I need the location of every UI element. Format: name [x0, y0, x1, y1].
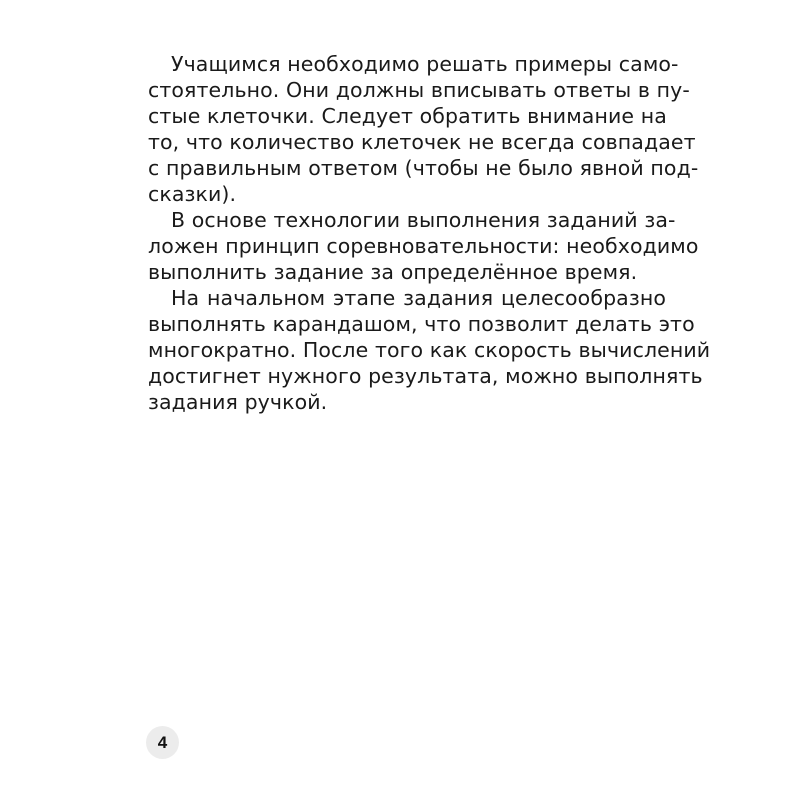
text-line: выполнить задание за определённое время. — [148, 260, 638, 284]
text-line: На начальном этапе задания целесообразно — [171, 286, 666, 310]
text-line: задания ручкой. — [148, 390, 328, 414]
body-text — [148, 51, 711, 415]
page-number-badge — [146, 726, 179, 759]
text-line: с правильным ответом (чтобы не было явной под- — [148, 156, 699, 180]
text-line: то, что количество клеточек не всегда совпадает — [148, 130, 696, 154]
paragraph-3 — [148, 285, 711, 415]
text-line: Учащимся необходимо решать примеры само- — [171, 52, 679, 76]
text-line: достигнет нужного результата, можно выполнять — [148, 364, 703, 388]
paragraph-1 — [148, 51, 699, 207]
paragraph-2 — [148, 207, 699, 285]
text-line: сказки). — [148, 182, 237, 206]
text-line: стые клеточки. Следует обратить внимание на — [148, 104, 667, 128]
text-line: многократно. После того как скорость вычислений — [148, 338, 711, 362]
text-line: выполнять карандашом, что позволит делать это — [148, 312, 695, 336]
text-line: ложен принцип соревновательности: необходимо — [148, 234, 699, 258]
page-number: 4 — [157, 732, 168, 752]
text-line: стоятельно. Они должны вписывать ответы в пу- — [148, 78, 690, 102]
text-line: В основе технологии выполнения заданий за- — [171, 208, 676, 232]
